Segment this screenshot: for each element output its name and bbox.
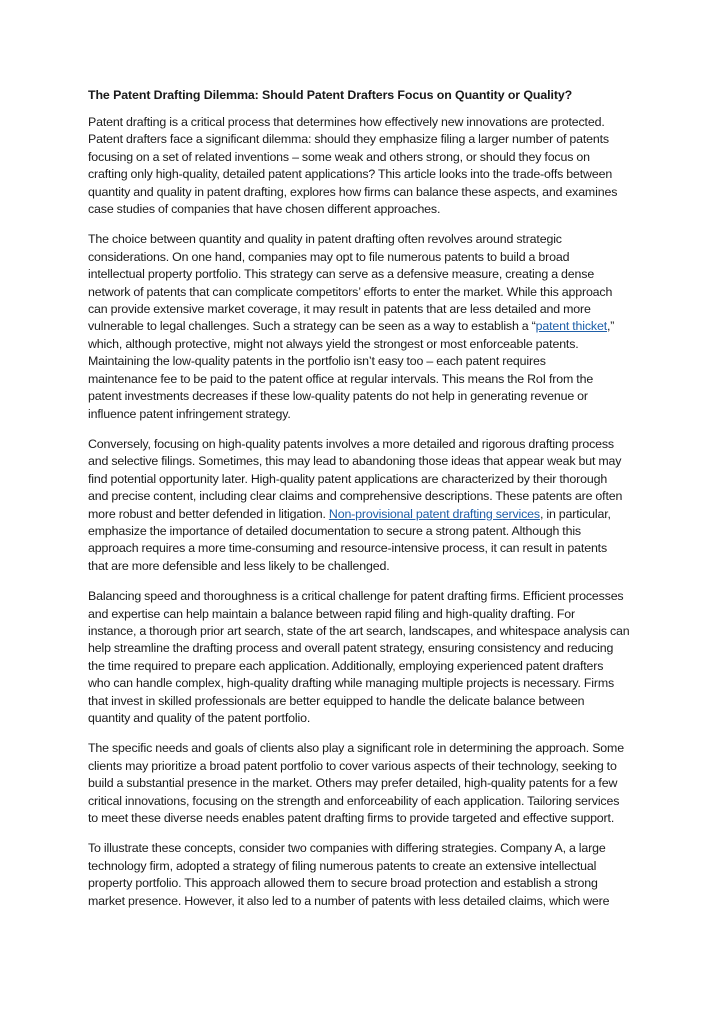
paragraph-case-study — [88, 840, 636, 910]
text-line: critical innovations, focusing on the strength and enforceability of each application. Tailoring services — [88, 793, 620, 808]
text-line: help streamline the drafting process and overall patent strategy, ensuring consistency and reducing — [88, 641, 614, 656]
text-segment: ,” — [607, 319, 615, 334]
text-line: To illustrate these concepts, consider two companies with differing strategies. Company A, a large — [88, 841, 606, 856]
text-line: Patent drafters face a significant dilemma: should they emphasize filing a larger number of patents — [88, 132, 609, 147]
paragraph-client-needs — [88, 740, 636, 827]
text-line: who can handle complex, high-quality drafting while managing multiple projects is necessary. Firms — [88, 676, 615, 691]
text-segment: more robust and better defended in litigation. — [88, 506, 329, 521]
text-line: crafting only high-quality, detailed patent applications? This article looks into the trade-offs between — [88, 167, 613, 182]
text-line: Conversely, focusing on high-quality patents involves a more detailed and rigorous drafting process — [88, 436, 614, 451]
text-line: Balancing speed and thoroughness is a critical challenge for patent drafting firms. Efficient processes — [88, 589, 624, 604]
text-line: maintenance fee to be paid to the patent office at regular intervals. This means the RoI from the — [88, 371, 594, 386]
text-segment: , in particular, — [539, 506, 611, 521]
paragraph-high-quality — [88, 436, 636, 575]
text-line: technology firm, adopted a strategy of filing numerous patents to create an extensive intellectual — [88, 858, 597, 873]
text-line: Maintaining the low-quality patents in the portfolio isn’t easy too – each patent requires — [88, 354, 546, 369]
text-line: focusing on a set of related inventions – some weak and others strong, or should they focus on — [88, 149, 590, 164]
text-line: network of patents that can complicate competitors’ efforts to enter the market. While this approach — [88, 284, 613, 299]
text-line: case studies of companies that have chosen different approaches. — [88, 202, 441, 217]
text-line: and expertise can help maintain a balance between rapid filing and high-quality drafting. For — [88, 606, 575, 621]
text-line: that are more defensible and less likely to be challenged. — [88, 558, 390, 573]
text-line: that invest in skilled professionals are better equipped to handle the delicate balance between — [88, 693, 585, 708]
text-line: and selective filings. Sometimes, this may lead to abandoning those ideas that appear weak but may — [88, 454, 622, 469]
text-line: patent investments decreases if these low-quality patents do not help in generating revenue or — [88, 389, 588, 404]
text-line: emphasize the importance of detailed documentation to secure a strong patent. Although this — [88, 523, 581, 538]
text-line: to meet these diverse needs enables patent drafting firms to provide targeted and effective support. — [88, 811, 615, 826]
text-line: influence patent infringement strategy. — [88, 406, 291, 421]
text-line — [88, 318, 636, 335]
non-provisional-patent-drafting-link[interactable]: Non-provisional patent drafting services — [328, 506, 540, 521]
text-line: build a substantial presence in the market. Others may prefer detailed, high-quality patents for a few — [88, 776, 618, 791]
text-line: find potential opportunity later. High-quality patent applications are characterized by their thorough — [88, 471, 608, 486]
text-line — [88, 506, 636, 523]
text-line: considerations. On one hand, companies may opt to file numerous patents to build a broad — [88, 249, 570, 264]
text-line: The specific needs and goals of clients also play a significant role in determining the approach. Some — [88, 741, 624, 756]
text-line: approach requires a more time-consuming and resource-intensive process, it can result in patents — [88, 541, 608, 556]
document-title: The Patent Drafting Dilemma: Should Patent Drafters Focus on Quantity or Quality? — [88, 88, 573, 102]
text-line: market presence. However, it also led to a number of patents with less detailed claims, which were — [88, 893, 610, 908]
text-line: quantity and quality of the patent portfolio. — [88, 711, 311, 725]
text-line: clients may prioritize a broad patent portfolio to cover various aspects of their technology, seeking to — [88, 758, 617, 773]
paragraph-intro — [88, 114, 636, 218]
text-line: property portfolio. This approach allowed them to secure broad protection and establish a strong — [88, 876, 598, 891]
patent-thicket-link[interactable]: patent thicket — [535, 319, 608, 334]
text-line: which, although protective, might not always yield the strongest or most enforceable patents. — [88, 336, 579, 351]
text-line: the time required to prepare each application. Additionally, employing experienced patent drafters — [88, 658, 604, 673]
text-line: instance, a thorough prior art search, state of the art search, landscapes, and whitespace analysis can — [88, 623, 630, 638]
text-line: The choice between quantity and quality in patent drafting often revolves around strategic — [88, 232, 562, 247]
paragraph-balancing — [88, 588, 636, 727]
text-line: and precise content, including clear claims and comprehensive descriptions. These patents are often — [88, 489, 623, 504]
paragraph-quantity-vs-quality — [88, 231, 636, 422]
text-line: quantity and quality in patent drafting, explores how firms can balance these aspects, and examines — [88, 184, 618, 199]
text-line: intellectual property portfolio. This strategy can serve as a defensive measure, creating a dense — [88, 267, 595, 282]
text-line: can provide extensive market coverage, it may result in patents that are less detailed and more — [88, 302, 591, 317]
text-segment: vulnerable to legal challenges. Such a strategy can be seen as a way to establish a “ — [88, 319, 536, 334]
text-line: Patent drafting is a critical process that determines how effectively new innovations are protected. — [88, 115, 605, 129]
